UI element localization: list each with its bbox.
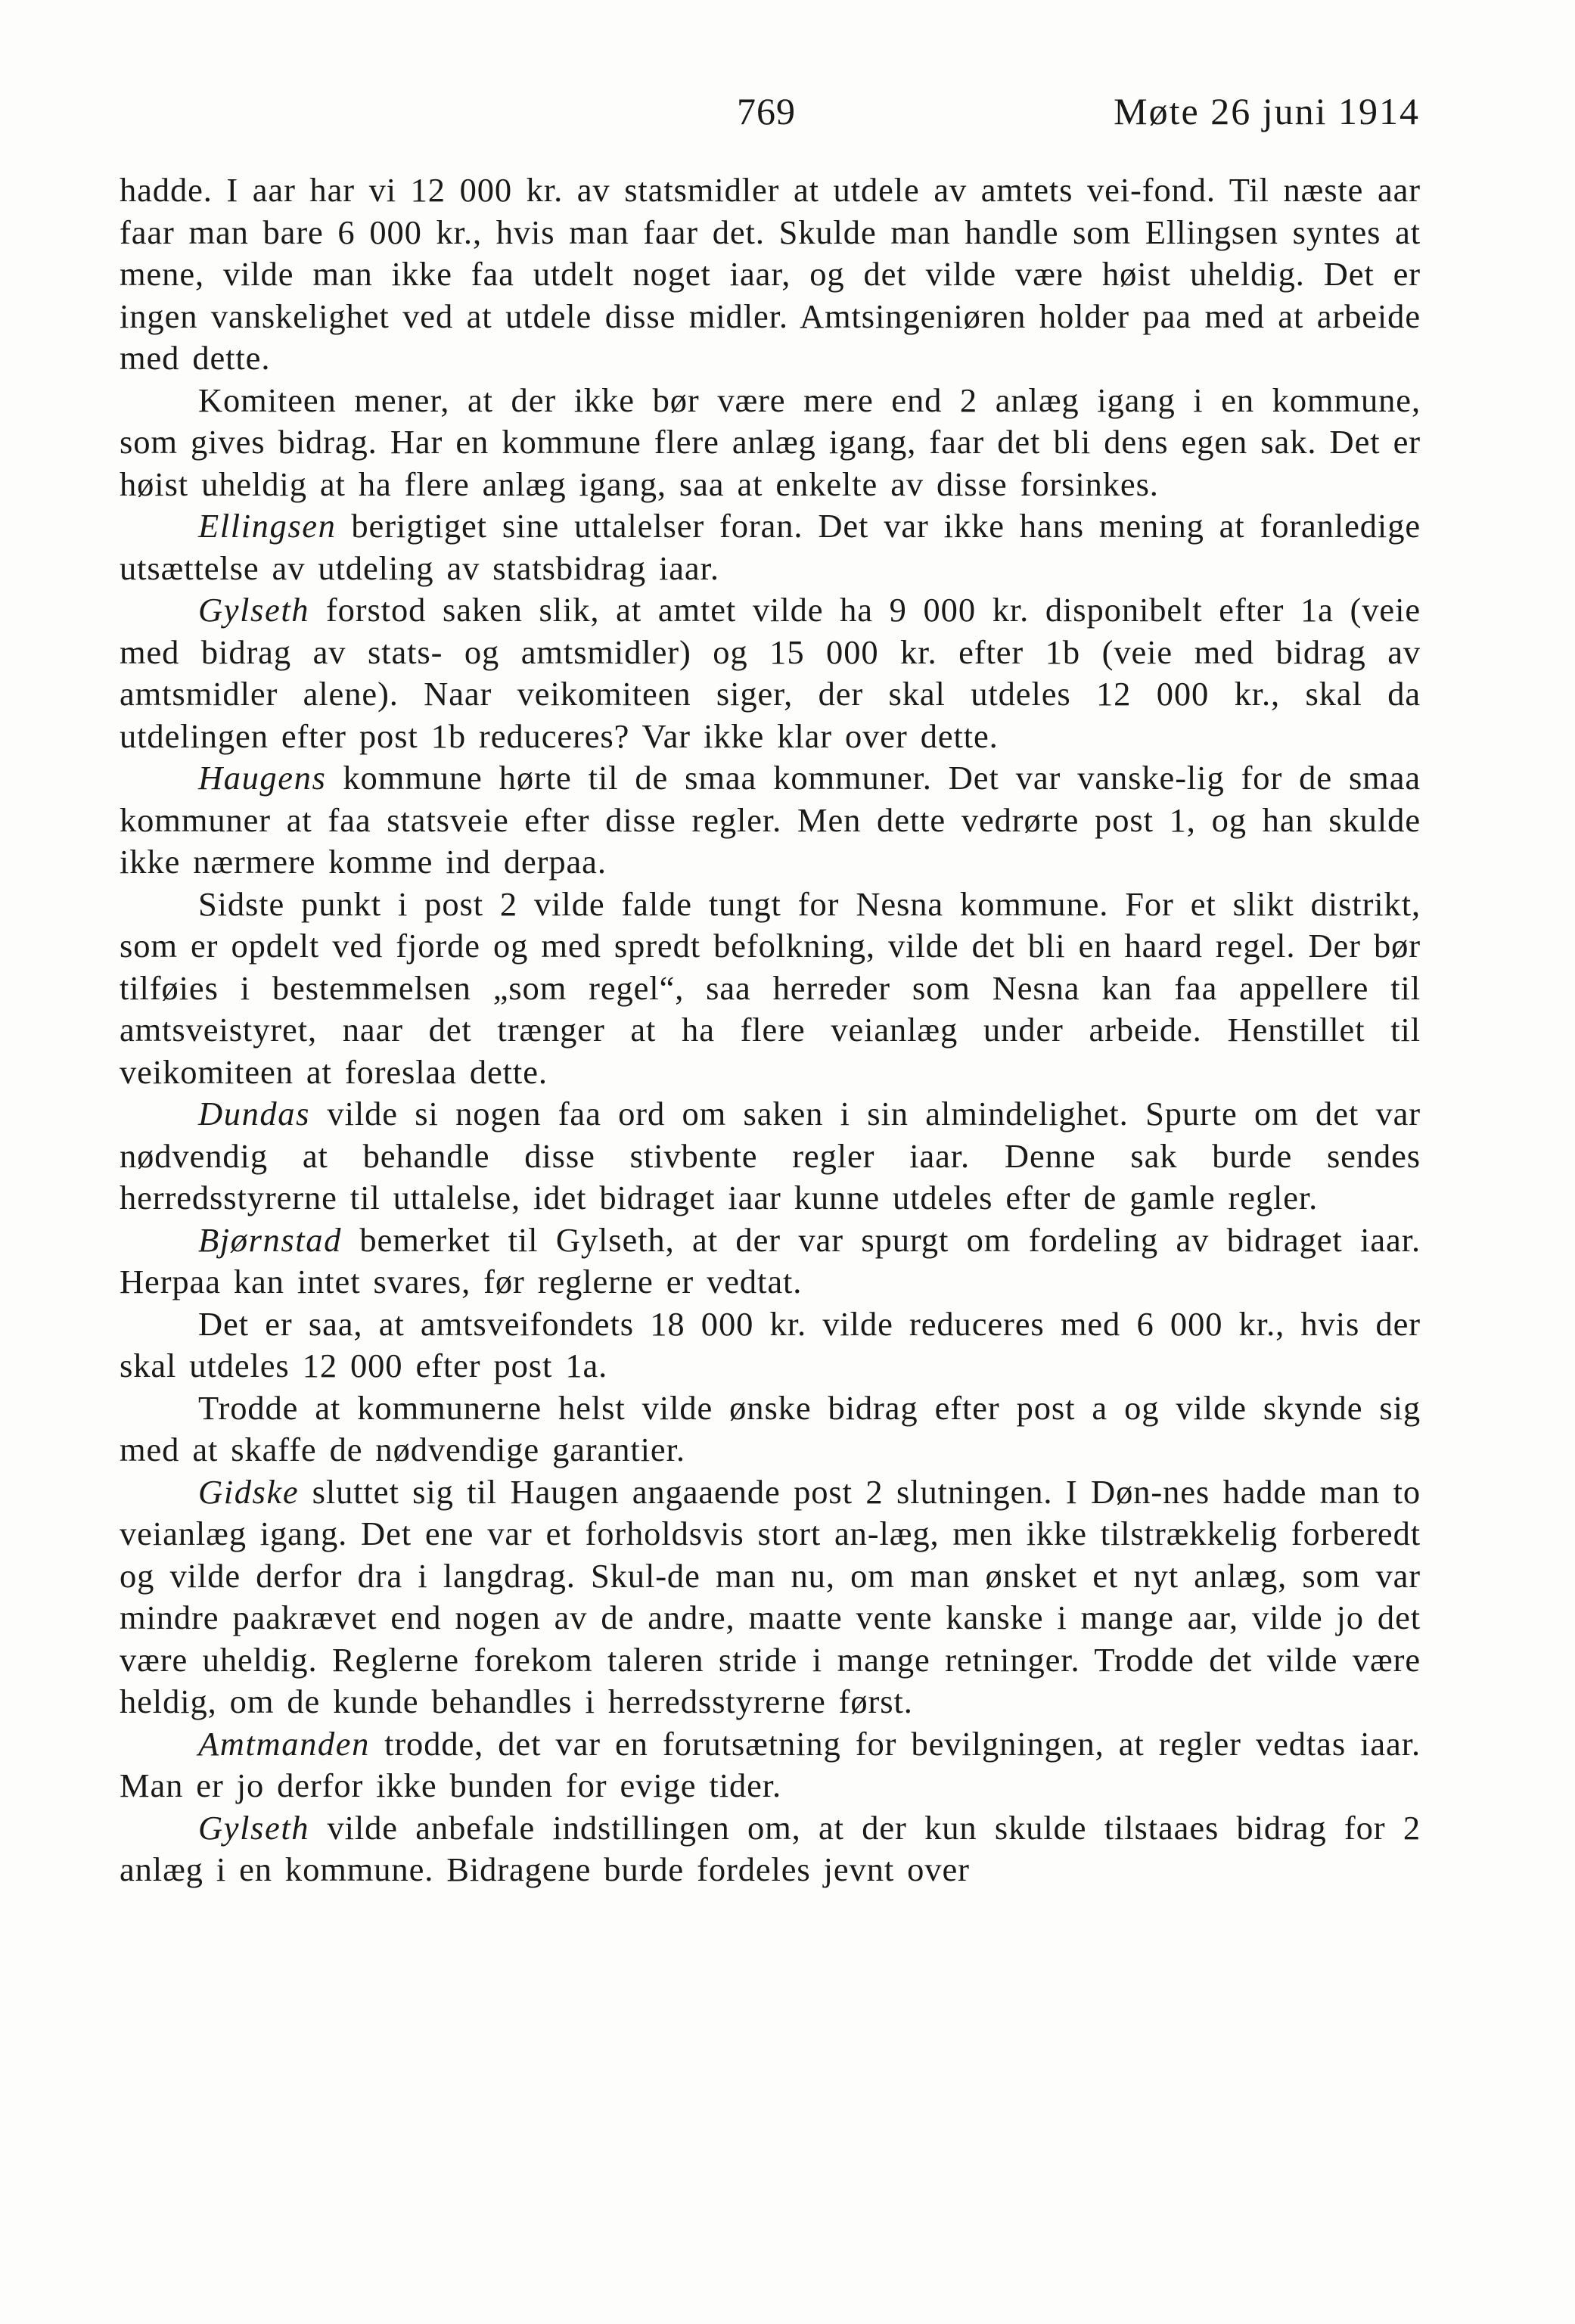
speaker-name: Gidske [198, 1472, 300, 1511]
paragraph-8 [120, 1219, 1421, 1303]
paragraph-6 [120, 884, 1421, 1094]
paragraph-4 [120, 589, 1421, 757]
speaker-name: Dundas [198, 1095, 311, 1132]
paragraph-3 [120, 505, 1421, 589]
paragraph-text: Trodde at kommunerne helst vilde ønske bidrag efter post a og vilde skynde sig med at skaffe de nødvendige garantier. [120, 1388, 1421, 1468]
speaker-name: Ellingsen [198, 507, 337, 545]
paragraph-5 [120, 757, 1421, 884]
page-number: 769 [737, 90, 796, 132]
speaker-name: Gylseth [198, 1808, 310, 1847]
speaker-name: Bjørnstad [198, 1220, 342, 1259]
paragraph-text: forstod saken slik, at amtet vilde ha 9 000 kr. disponibelt efter 1a (veie med bidrag av stats- og amtsmidler) og 15 000 kr. efter 1b (veie med bidrag av amtsmidler alene). Naar veikomiteen siger, der skal utdeles 12 000 kr., skal da utdelingen efter post 1b reduceres? Var ikke klar over dette. [120, 591, 1421, 755]
paragraph-text: sluttet sig til Haugen angaaende post 2 slutningen. I Døn-nes hadde man to veianlæg igang. Det ene var et forholdsvis stort an-læg, men ikke tilstrækkelig forberedt og vilde derfor dra i langdrag. Skul-de man nu, om man ønsket et nyt anlæg, som var mindre paakrævet end nogen av de andre, maatte vente kanske i mange aar, vilde jo det være uheldig. Reglerne forekom taleren stride i mange retninger. Trodde det vilde være heldig, om de kunde behandles i herredsstyrerne først. [120, 1472, 1421, 1720]
paragraph-1 [120, 169, 1421, 380]
paragraph-13 [120, 1807, 1421, 1891]
paragraph-text: hadde. I aar har vi 12 000 kr. av statsmidler at utdele av amtets vei-fond. Til næste aar faar man bare 6 000 kr., hvis man faar det. Skulde man handle som Ellingsen syntes at mene, vilde man ikke faa utdelt noget iaar, og det vilde være høist uheldig. Det er ingen vanskelighet ved at utdele disse midler. Amtsingeniøren holder paa med at arbeide med dette. [120, 171, 1421, 377]
paragraph-text: vilde si nogen faa ord om saken i sin almindelighet. Spurte om det var nødvendig at behandle disse stivbente regler iaar. Denne sak burde sendes herredsstyrerne til uttalelse, idet bidraget iaar kunne utdeles efter de gamle regler. [120, 1095, 1421, 1216]
paragraph-2 [120, 380, 1421, 506]
paragraph-11 [120, 1471, 1421, 1723]
paragraph-text: kommune hørte til de smaa kommuner. Det var vanske-lig for de smaa kommuner at faa statsveie efter disse regler. Men dette vedrørte post 1, og han skulde ikke nærmere komme ind derpaa. [120, 759, 1421, 881]
speaker-name: Amtmanden [198, 1724, 370, 1763]
speaker-name: Gylseth [198, 591, 310, 629]
paragraph-10 [120, 1387, 1421, 1471]
speaker-name: Haugens [198, 759, 327, 797]
paragraph-text: vilde anbefale indstillingen om, at der kun skulde tilstaaes bidrag for 2 anlæg i en kommune. Bidragene burde fordeles jevnt over [120, 1808, 1421, 1888]
paragraph-7 [120, 1093, 1421, 1219]
paragraph-12 [120, 1723, 1421, 1807]
running-head: Møte 26 juni 1914 [1114, 90, 1420, 132]
paragraph-text: trodde, det var en forutsætning for bevilgningen, at regler vedtas iaar. Man er jo derfor ikke bunden for evige tider. [120, 1724, 1421, 1804]
paragraph-9 [120, 1303, 1421, 1387]
page-body [120, 169, 1421, 1891]
paragraph-text: Det er saa, at amtsveifondets 18 000 kr. vilde reduceres med 6 000 kr., hvis der skal utdeles 12 000 efter post 1a. [120, 1304, 1421, 1384]
page-header [120, 89, 1420, 142]
paragraph-text: Komiteen mener, at der ikke bør være mere end 2 anlæg igang i en kommune, som gives bidrag. Har en kommune flere anlæg igang, faar det bli dens egen sak. Det er høist uheldig at ha flere anlæg igang, saa at enkelte av disse forsinkes. [120, 381, 1421, 503]
paragraph-text: Sidste punkt i post 2 vilde falde tungt for Nesna kommune. For et slikt distrikt, som er opdelt ved fjorde og med spredt befolkning, vilde det bli en haard regel. Der bør tilføies i bestemmelsen „som regel“, saa herreder som Nesna kan faa appellere til amtsveistyret, naar det trænger at ha flere veianlæg under arbeide. Henstillet til veikomiteen at foreslaa dette. [120, 884, 1421, 1091]
paragraph-text: bemerket til Gylseth, at der var spurgt om fordeling av bidraget iaar. Herpaa kan intet svares, før reglerne er vedtat. [120, 1220, 1421, 1300]
paragraph-text: berigtiget sine uttalelser foran. Det var ikke hans mening at foranledige utsættelse av utdeling av statsbidrag iaar. [120, 507, 1421, 587]
